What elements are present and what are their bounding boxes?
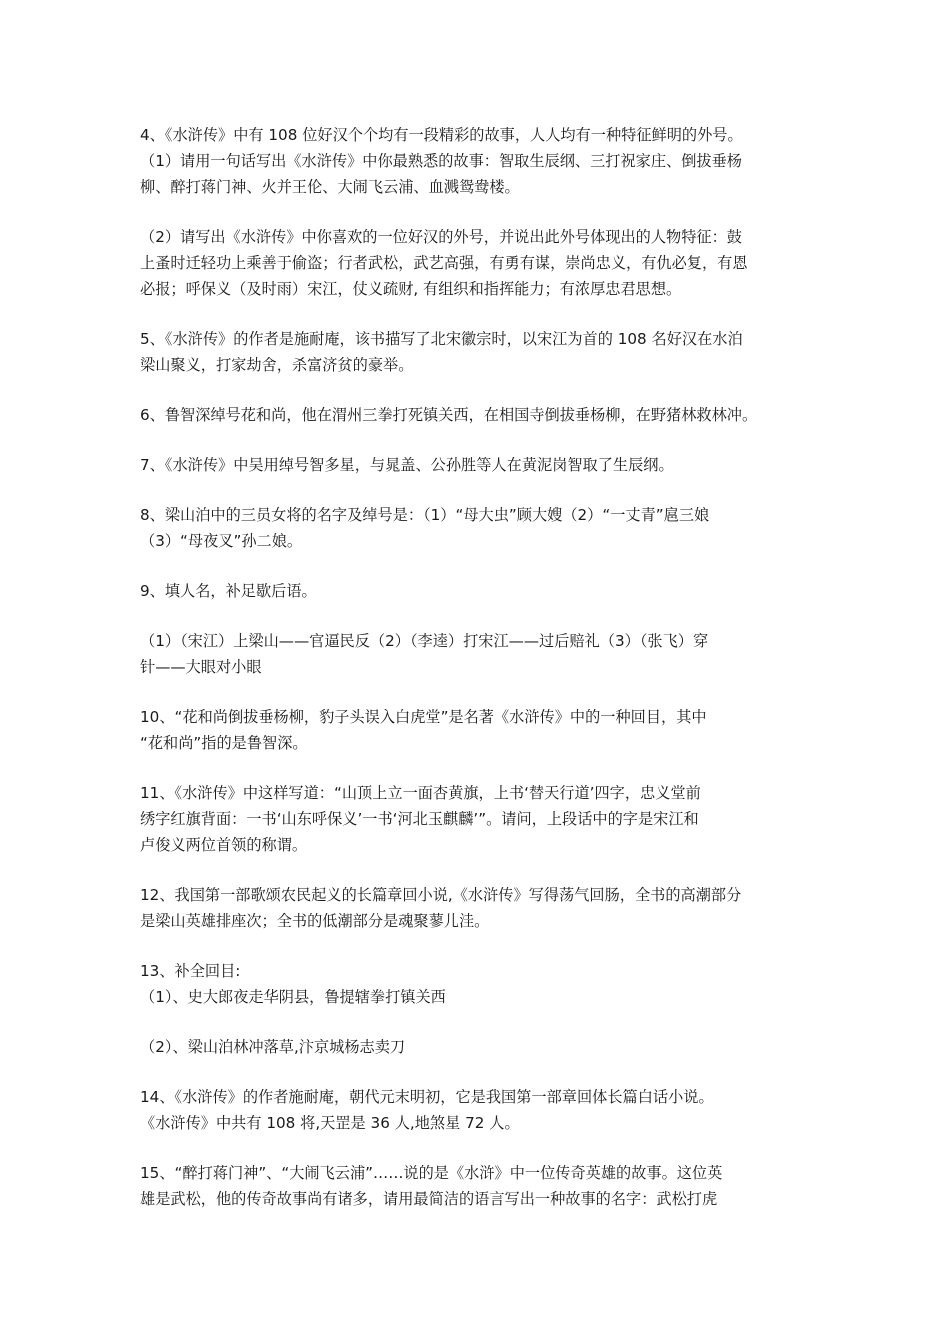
paragraph-q11 [140, 780, 812, 858]
paragraph-q13 [140, 958, 812, 1010]
paragraph-q9-answer [140, 628, 812, 680]
text-line: 7、《水浒传》中吴用绰号智多星，与晁盖、公孙胜等人在黄泥岗智取了生辰纲。 [140, 456, 674, 474]
paragraph-q8 [140, 502, 812, 554]
text-line: （1）请用一句话写出《水浒传》中你最熟悉的故事：智取生辰纲、三打祝家庄、倒拔垂杨 [140, 152, 742, 170]
document-body [140, 122, 812, 1212]
text-line: （1）（宋江）上梁山——官逼民反（2）（李逵）打宋江——过后赔礼（3）（张飞）穿 [140, 632, 709, 650]
text-line: 4、《水浒传》中有 108 位好汉个个均有一段精彩的故事，人人均有一种特征鲜明的外号。 [140, 126, 743, 144]
text-line: 5、《水浒传》的作者是施耐庵，该书描写了北宋徽宗时，以宋江为首的 108 名好汉在水泊 [140, 330, 743, 348]
text-line: 梁山聚义，打家劫舍，杀富济贫的豪举。 [140, 356, 414, 374]
text-line: 15、“醉打蒋门神”、“大闹飞云浦”……说的是《水浒》中一位传奇英雄的故事。这位英 [140, 1164, 723, 1182]
paragraph-q7 [140, 452, 812, 478]
text-line: （3）“母夜叉”孙二娘。 [140, 532, 303, 550]
text-line: 8、梁山泊中的三员女将的名字及绰号是：（1）“母大虫”顾大嫂（2）“一丈青”扈三娘 [140, 506, 710, 524]
text-line: （1）、史大郎夜走华阴县，鲁提辖拳打镇关西 [140, 988, 446, 1006]
text-line: 必报；呼保义（及时雨）宋江，仗义疏财, 有组织和指挥能力；有浓厚忠君思想。 [140, 280, 682, 298]
paragraph-q14 [140, 1084, 812, 1136]
text-line: （2）、梁山泊林冲落草,汴京城杨志卖刀 [140, 1038, 406, 1056]
text-line: 雄是武松，他的传奇故事尚有诸多，请用最简洁的语言写出一种故事的名字：武松打虎 [140, 1190, 718, 1208]
text-line: 是梁山英雄排座次；全书的低潮部分是魂聚蓼儿洼。 [140, 912, 490, 930]
text-line: 12、我国第一部歌颂农民起义的长篇章回小说,《水浒传》写得荡气回肠，全书的高潮部分 [140, 886, 742, 904]
paragraph-q13-part2 [140, 1034, 812, 1060]
text-line: 10、“花和尚倒拔垂杨柳，豹子头误入白虎堂”是名著《水浒传》中的一种回目，其中 [140, 708, 707, 726]
text-line: 9、填人名，补足歇后语。 [140, 582, 317, 600]
text-line: 柳、醉打蒋门神、火并王伦、大闹飞云浦、血溅鸳鸯楼。 [140, 178, 520, 196]
paragraph-q15 [140, 1160, 812, 1212]
paragraph-q4-part1 [140, 122, 812, 200]
text-line: 13、补全回目: [140, 962, 241, 980]
paragraph-q9 [140, 578, 812, 604]
paragraph-q4-part2 [140, 224, 812, 302]
text-line: “花和尚”指的是鲁智深。 [140, 734, 308, 752]
text-line: 《水浒传》中共有 108 将,天罡是 36 人,地煞星 72 人。 [140, 1114, 520, 1132]
text-line: 绣字红旗背面：一书‘山东呼保义’一书‘河北玉麒麟’”。请问，上段话中的字是宋江和 [140, 810, 699, 828]
paragraph-q6 [140, 402, 812, 428]
text-line: 针——大眼对小眼 [140, 658, 262, 676]
text-line: （2）请写出《水浒传》中你喜欢的一位好汉的外号，并说出此外号体现出的人物特征：鼓 [140, 228, 742, 246]
text-line: 上蚤时迁轻功上乘善于偷盗；行者武松，武艺高强，有勇有谋，崇尚忠义，有仇必复，有恩 [140, 254, 748, 272]
text-line: 卢俊义两位首领的称谓。 [140, 836, 308, 854]
paragraph-q5 [140, 326, 812, 378]
text-line: 11、《水浒传》中这样写道：“山顶上立一面杏黄旗，上书‘替天行道’四字，忠义堂前 [140, 784, 701, 802]
text-line: 14、《水浒传》的作者施耐庵，朝代元末明初，它是我国第一部章回体长篇白话小说。 [140, 1088, 714, 1106]
paragraph-q12 [140, 882, 812, 934]
paragraph-q10 [140, 704, 812, 756]
text-line: 6、鲁智深绰号花和尚，他在渭州三拳打死镇关西，在相国寺倒拔垂杨柳，在野猪林救林冲。 [140, 406, 758, 424]
